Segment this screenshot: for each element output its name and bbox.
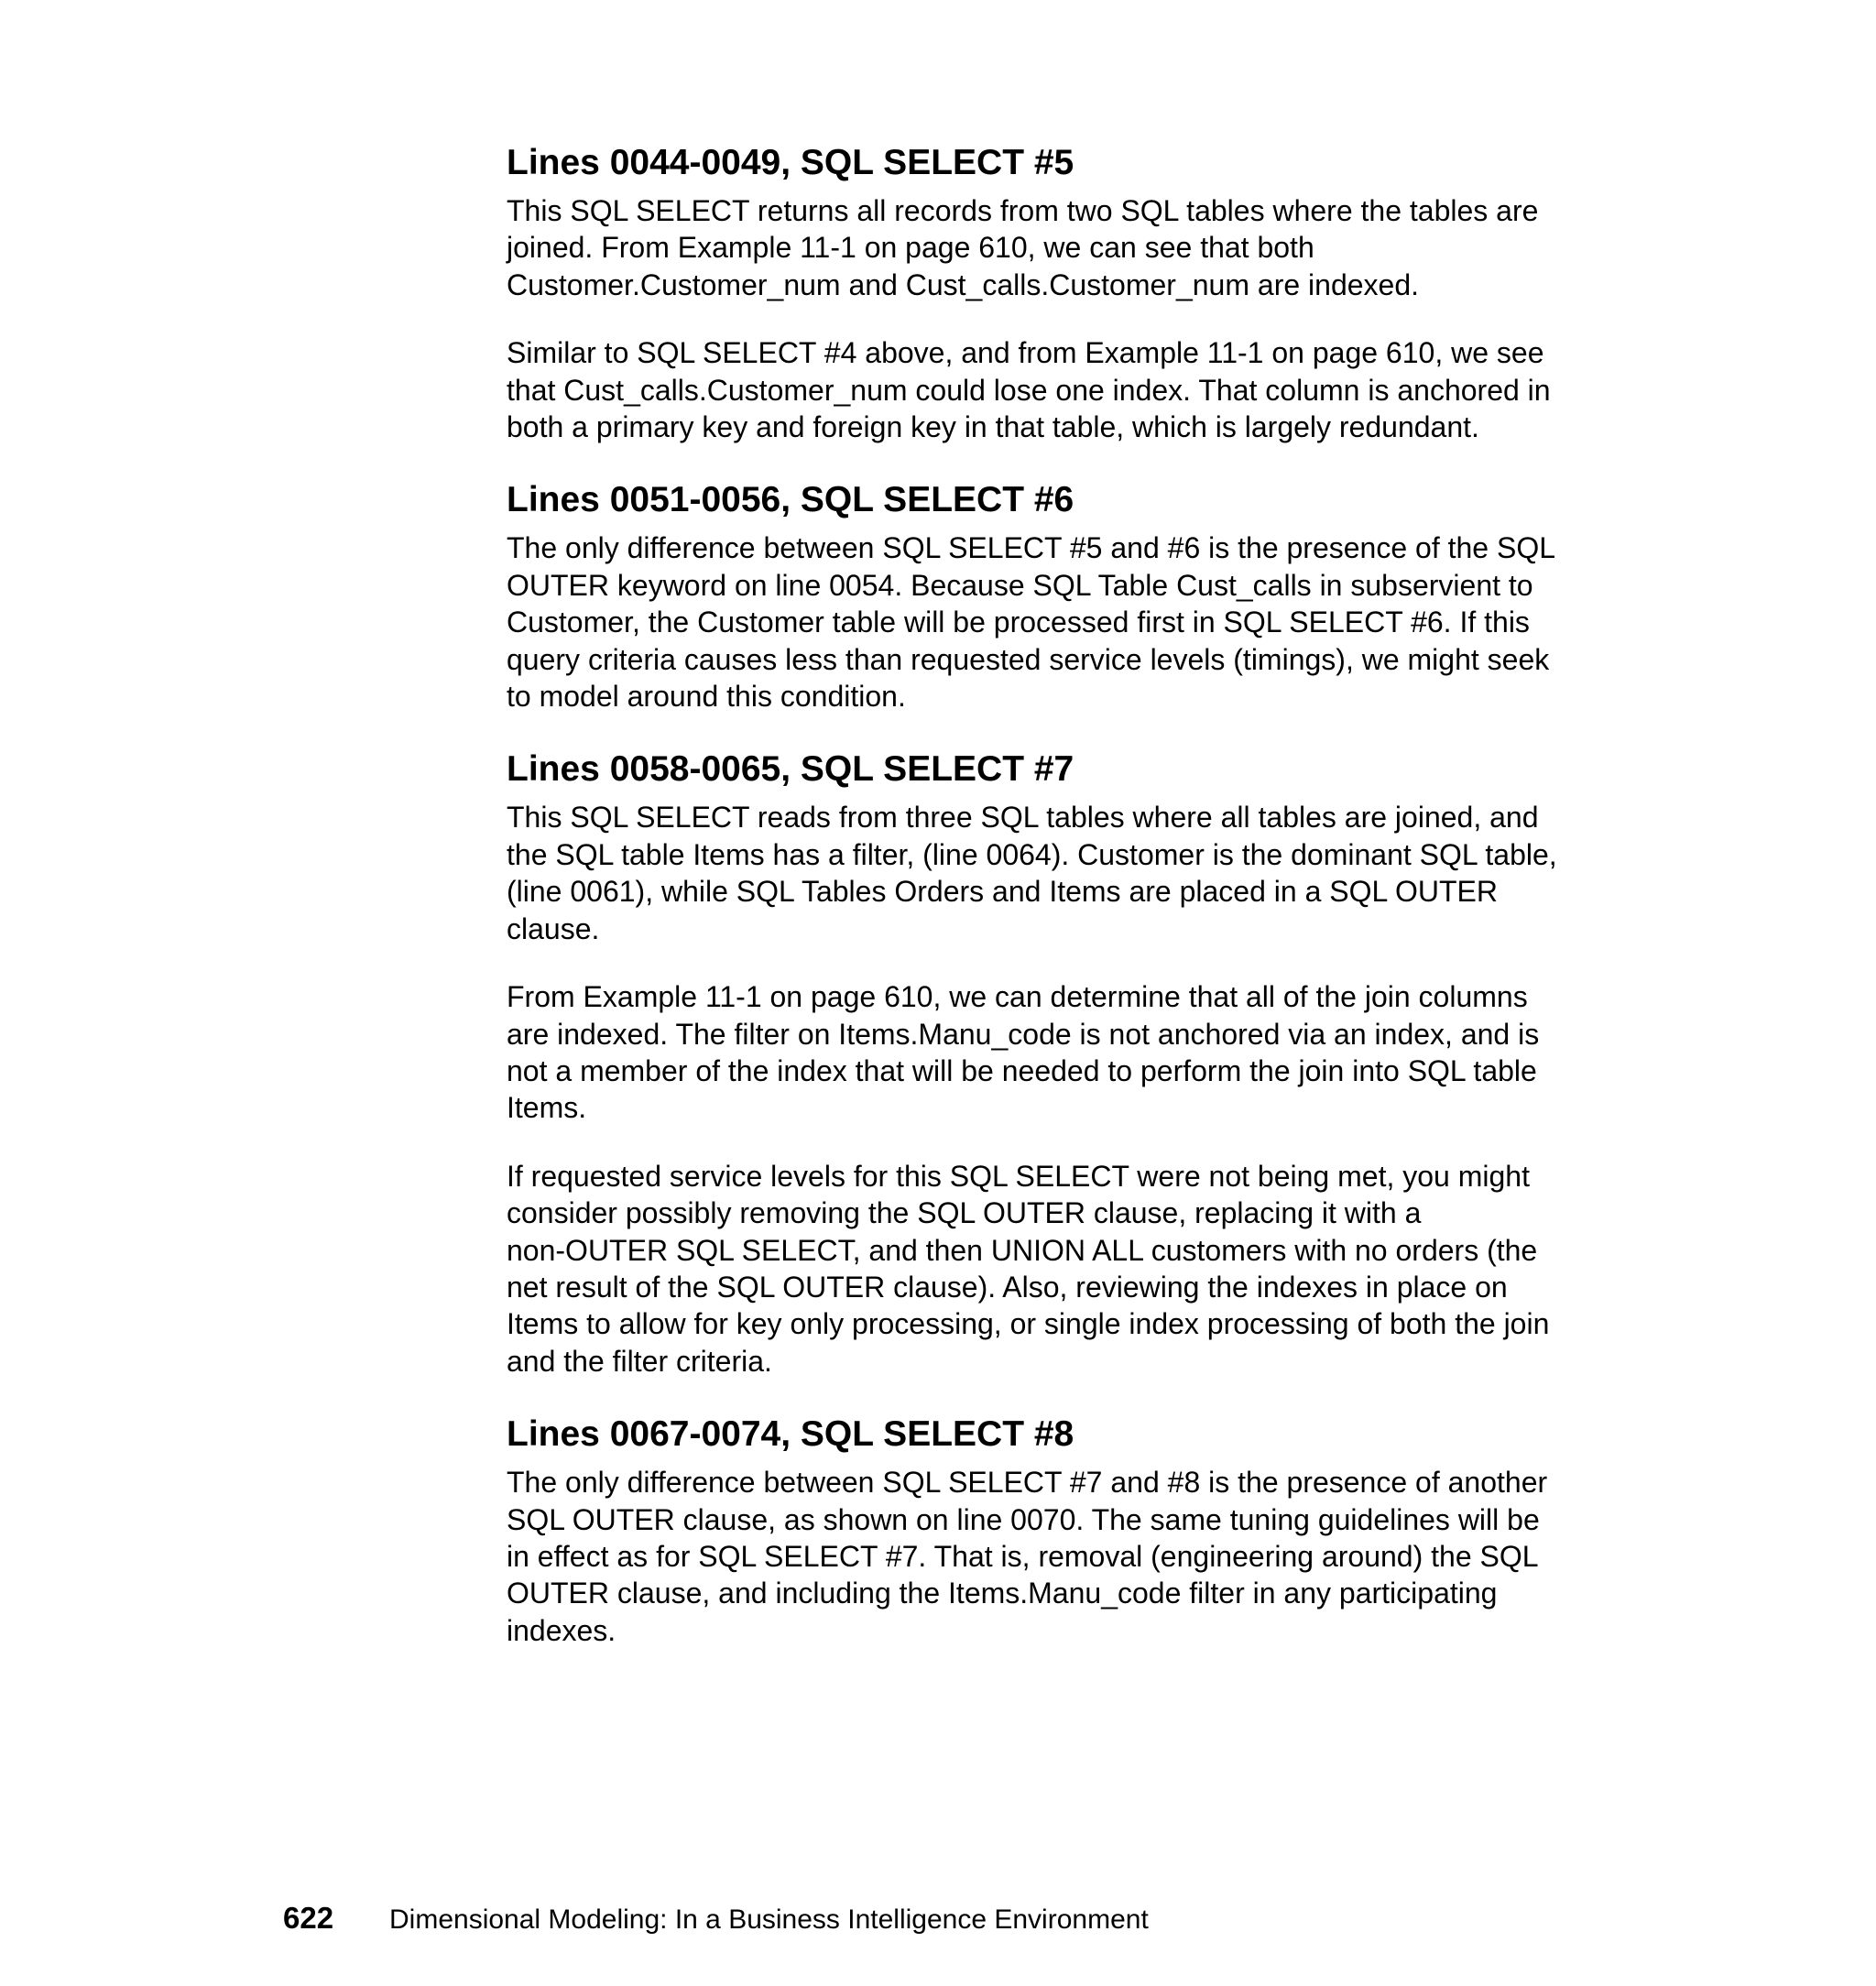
- paragraph: The only difference between SQL SELECT #5 and #6 is the presence of the SQL OUTER keyword on line 0054. Because SQL Table Cust_calls in subservient to Customer, the Customer table will be processed first in SQL SELECT #6. If this query criteria causes less than requested service levels (timings), we might seek to model around this condition.: [507, 531, 1556, 714]
- section-heading: Lines 0058-0065, SQL SELECT #7: [507, 749, 1074, 790]
- paragraph: This SQL SELECT returns all records from two SQL tables where the tables are joined. From Example 11-1 on page 610, we can see that both Customer.Customer_num and Cust_calls.Customer_num are indexed.: [507, 194, 1539, 301]
- paragraph: If requested service levels for this SQL SELECT were not being met, you might consider possibly removing the SQL OUTER clause, replacing it with a non-OUTER SQL SELECT, and then UNION ALL customers with no orders (the net result of the SQL OUTER clause). Also, reviewing the indexes in place on Items to allow for key only processing, or single index processing of both the join and the filter criteria.: [507, 1159, 1550, 1378]
- paragraph: Similar to SQL SELECT #4 above, and from Example 11-1 on page 610, we see that Cust_calls.Customer_num could lose one index. That column is anchored in both a primary key and foreign key in that table, which is largely redundant.: [507, 336, 1551, 444]
- page-footer: [283, 1900, 1149, 1938]
- section-select-6: [507, 476, 1606, 715]
- section-heading: Lines 0067-0074, SQL SELECT #8: [507, 1414, 1074, 1455]
- section-select-5: [507, 139, 1606, 445]
- section-select-8: [507, 1411, 1606, 1649]
- section-heading: Lines 0044-0049, SQL SELECT #5: [507, 143, 1074, 182]
- paragraph: The only difference between SQL SELECT #7 and #8 is the presence of another SQL OUTER clause, as shown on line 0070. The same tuning guidelines will be in effect as for SQL SELECT #7. That is, removal (engineering around) the SQL OUTER clause, and including the Items.Manu_code filter in any participating indexes.: [507, 1466, 1548, 1647]
- paragraph: From Example 11-1 on page 610, we can determine that all of the join columns are indexed. The filter on Items.Manu_code is not anchored via an index, and is not a member of the index that will be needed to perform the join into SQL table Items.: [507, 980, 1540, 1125]
- book-title: Dimensional Modeling: In a Business Intelligence Environment: [389, 1904, 1149, 1935]
- paragraph: This SQL SELECT reads from three SQL tables where all tables are joined, and the SQL table Items has a filter, (line 0064). Customer is the dominant SQL table, (line 0061), while SQL Tables Orders and Items are placed in a SQL OUTER clause.: [507, 801, 1557, 945]
- page-number: 622: [283, 1901, 334, 1935]
- page-body: [507, 139, 1606, 1649]
- section-heading: Lines 0051-0056, SQL SELECT #6: [507, 480, 1074, 520]
- section-select-7: [507, 746, 1606, 1380]
